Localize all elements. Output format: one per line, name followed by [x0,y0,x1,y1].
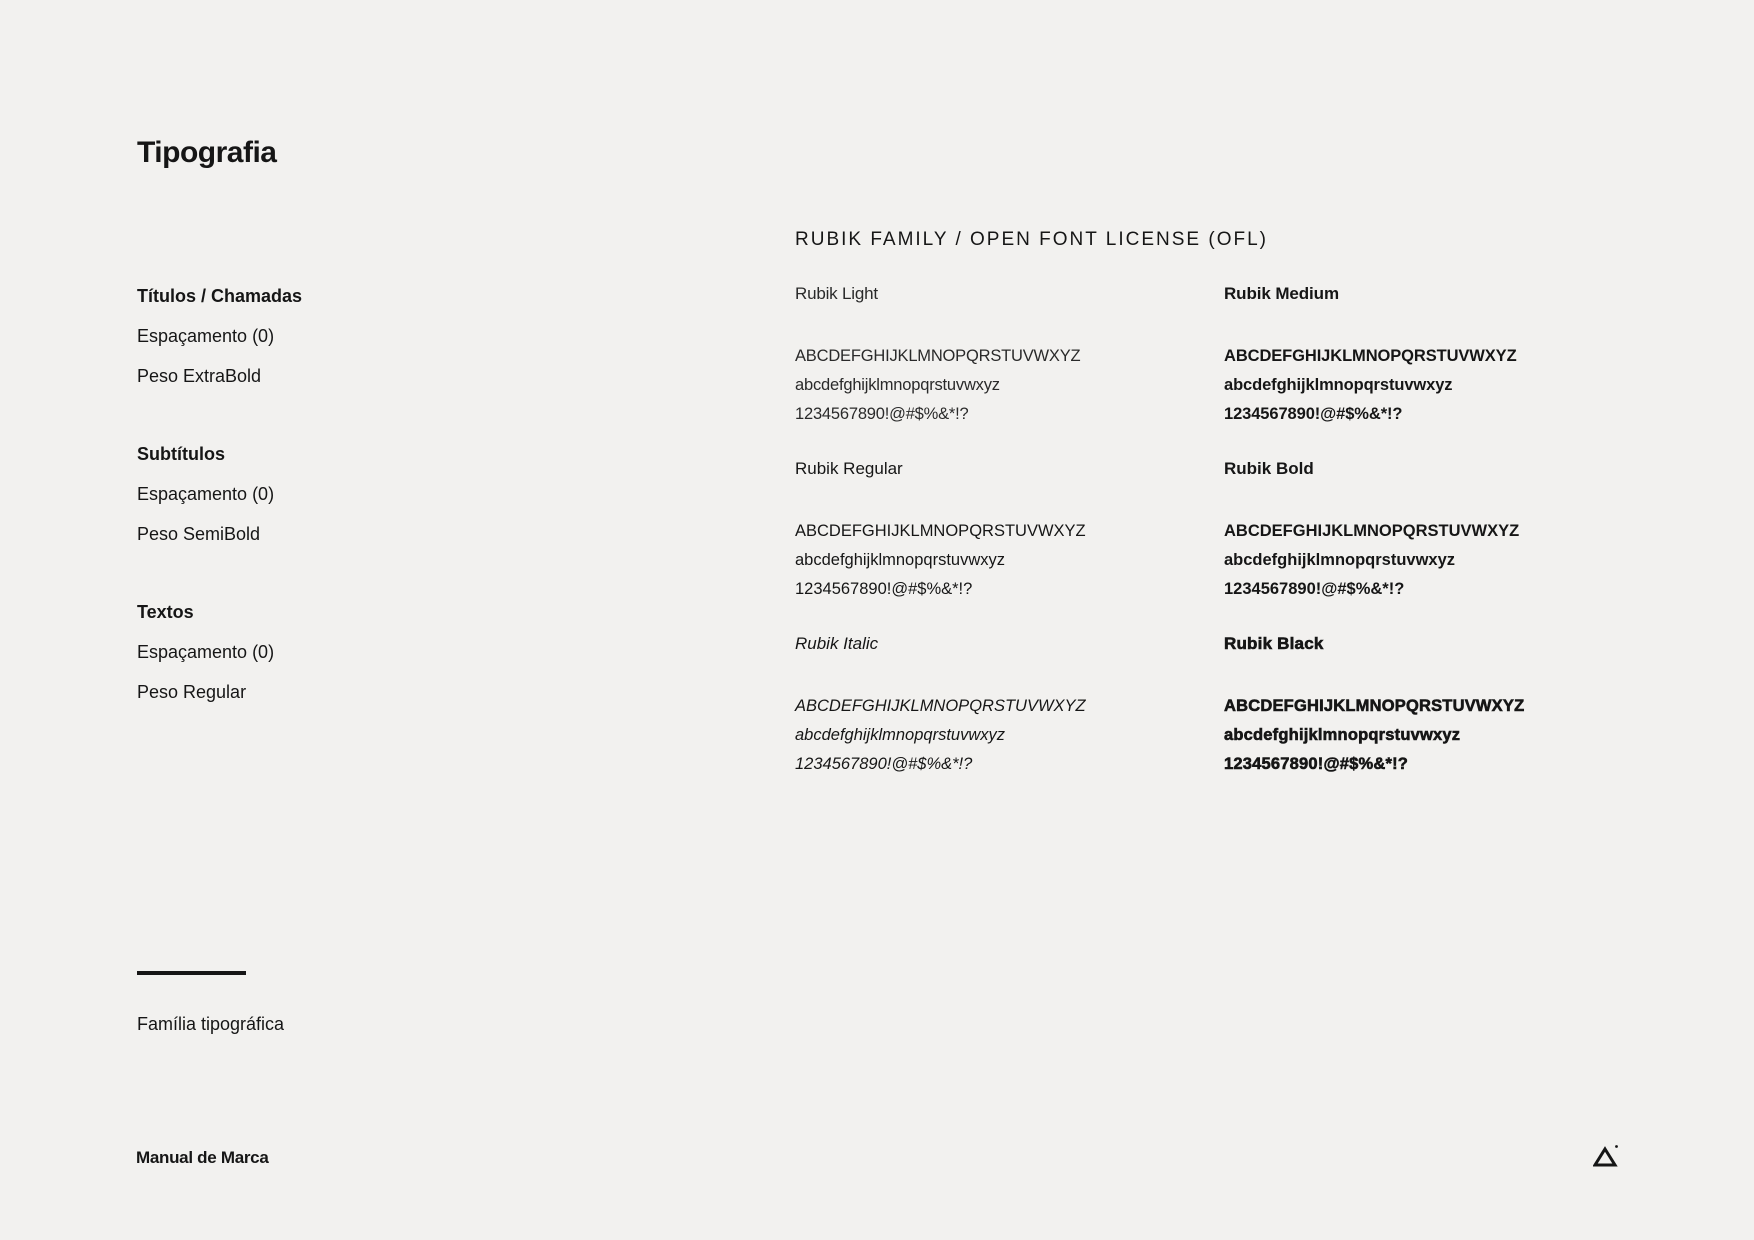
sample-uppercase: ABCDEFGHIJKLMNOPQRSTUVWXYZ [795,347,1081,365]
usage-group-subtitles [137,443,557,563]
sample-digits: 1234567890!@#$%&*!? [795,405,969,423]
sample-uppercase: ABCDEFGHIJKLMNOPQRSTUVWXYZ [1224,522,1520,540]
weight-sample-italic [795,634,1215,779]
usage-group-texts [137,601,557,721]
weight-sample-light [795,284,1215,429]
sample-uppercase: ABCDEFGHIJKLMNOPQRSTUVWXYZ [795,697,1086,715]
usage-heading: Títulos / Chamadas [137,286,303,306]
weight-sample-medium [1224,284,1644,429]
usage-weight: Peso Regular [137,682,247,702]
font-family-title: RUBIK FAMILY / OPEN FONT LICENSE (OFL) [795,229,1268,250]
weight-name: Rubik Italic [795,634,879,653]
sample-digits: 1234567890!@#$%&*!? [1224,405,1403,423]
sample-digits: 1234567890!@#$%&*!? [795,580,973,598]
weight-sample-regular [795,459,1215,604]
sample-digits: 1234567890!@#$%&*!? [1224,755,1409,773]
triangle-logo-icon [1593,1144,1619,1168]
sample-lowercase: abcdefghijklmnopqrstuvwxyz [795,726,1006,744]
sample-lowercase: abcdefghijklmnopqrstuvwxyz [1224,726,1461,744]
weight-name: Rubik Medium [1224,284,1339,303]
usage-spacing: Espaçamento (0) [137,484,275,504]
usage-spacing: Espaçamento (0) [137,326,275,346]
footer-brand-label: Manual de Marca [136,1148,269,1167]
sample-uppercase: ABCDEFGHIJKLMNOPQRSTUVWXYZ [1224,697,1525,715]
usage-spacing: Espaçamento (0) [137,642,275,662]
page-title: Tipografia [137,136,277,169]
weight-name: Rubik Regular [795,459,903,478]
sample-lowercase: abcdefghijklmnopqrstuvwxyz [1224,376,1453,394]
sample-digits: 1234567890!@#$%&*!? [1224,580,1405,598]
usage-weight: Peso SemiBold [137,524,261,544]
sample-lowercase: abcdefghijklmnopqrstuvwxyz [795,376,1000,394]
usage-weight: Peso ExtraBold [137,366,262,386]
weight-sample-black [1224,634,1644,779]
weight-name: Rubik Bold [1224,459,1314,478]
weight-name: Rubik Light [795,284,878,303]
usage-group-titles [137,285,557,405]
sample-digits: 1234567890!@#$%&*!? [795,755,973,773]
weight-name: Rubik Black [1224,634,1324,653]
usage-heading: Subtítulos [137,444,225,464]
usage-heading: Textos [137,602,194,622]
weight-sample-bold [1224,459,1644,604]
sample-uppercase: ABCDEFGHIJKLMNOPQRSTUVWXYZ [1224,347,1517,365]
sample-lowercase: abcdefghijklmnopqrstuvwxyz [795,551,1006,569]
sample-uppercase: ABCDEFGHIJKLMNOPQRSTUVWXYZ [795,522,1086,540]
sample-lowercase: abcdefghijklmnopqrstuvwxyz [1224,551,1456,569]
section-divider [137,971,246,975]
section-caption: Família tipográfica [137,1014,285,1034]
